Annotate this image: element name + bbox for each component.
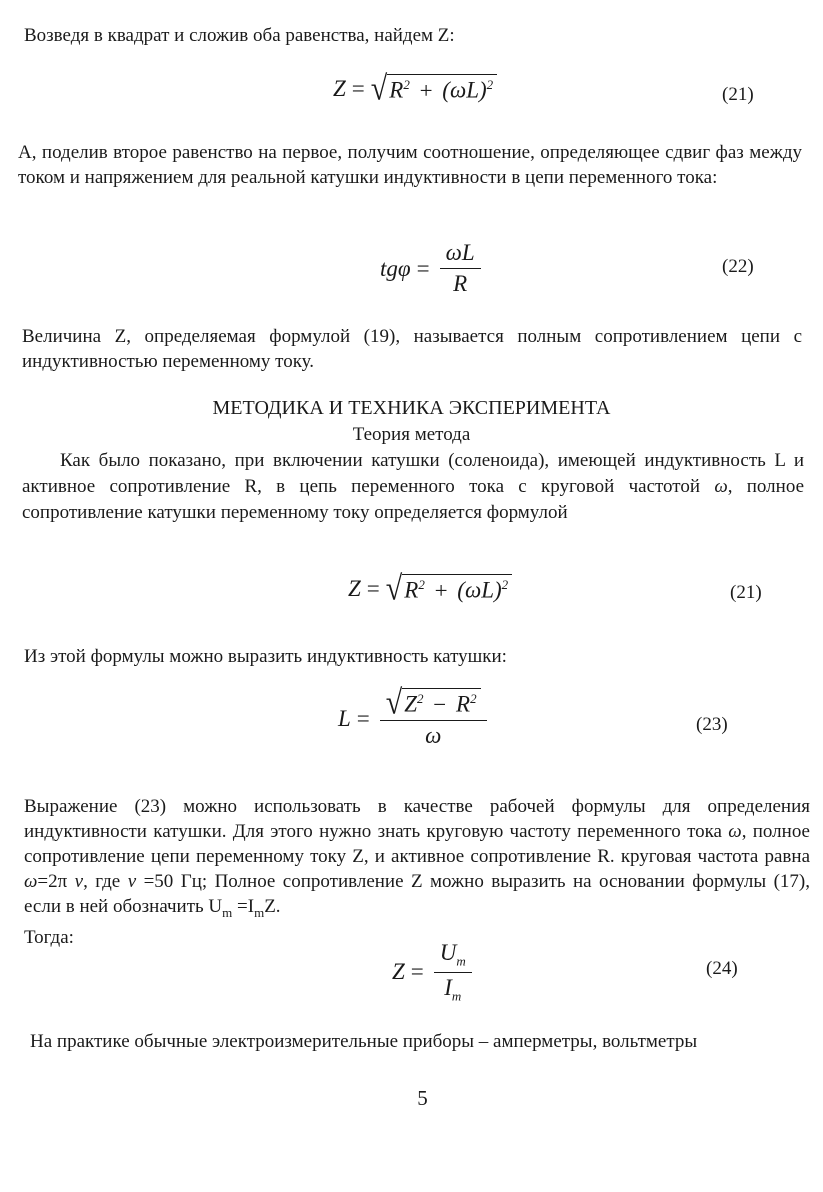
- paragraph-practice: [30, 1030, 800, 1055]
- formula-equals: =: [416, 255, 430, 281]
- sqrt-radicand: [402, 574, 512, 604]
- formula-minus: −: [433, 691, 447, 717]
- formula-symbol: U: [439, 940, 457, 965]
- subscript: m: [451, 988, 462, 1004]
- paragraph-text: Возведя в квадрат и сложив оба равенства, найдем Z:: [24, 25, 455, 46]
- text-run: =2π: [37, 871, 68, 892]
- formula-exponent: 2: [403, 77, 410, 92]
- formula-24-impedance-amplitudes: [392, 940, 476, 1004]
- nu-symbol: ν: [74, 871, 84, 892]
- text-run: Выражение (23) можно использовать в качестве рабочей формулы для определения индуктивности катушки. Для этого нужно знать круговую частоту переменного тока: [24, 796, 810, 842]
- subscript: m: [456, 953, 466, 969]
- formula-symbol: Z: [333, 76, 346, 101]
- paragraph-text: Тогда:: [24, 926, 74, 948]
- sqrt-radicand: [387, 74, 497, 104]
- paragraph-phase-shift: [18, 141, 802, 190]
- formula-symbol: (ωL): [457, 577, 502, 603]
- paragraph-text: [22, 448, 804, 526]
- text-run: , полное сопротивление катушки переменному току определяется формулой: [22, 476, 804, 523]
- page-number: 5: [417, 1086, 428, 1110]
- paragraph-text: Величина Z, определяемая формулой (19), называется полным сопротивлением цепи с индуктивностью переменному току.: [22, 326, 802, 372]
- paragraph-working-formula: [24, 794, 810, 950]
- text-run: , где: [83, 871, 121, 892]
- equation-number: (21): [730, 582, 762, 603]
- formula-plus: +: [419, 77, 433, 103]
- sqrt-expression: [370, 69, 497, 108]
- formula-symbol: Z: [404, 691, 418, 717]
- subscript: m: [222, 904, 233, 920]
- text-run: Как было показано, при включении катушки (соленоида), имеющей индуктивность L и активное сопротивление R, в цепь переменного тока с круговой частотой: [22, 450, 804, 497]
- text-run: =I: [232, 896, 255, 917]
- sqrt-expression: [385, 569, 512, 608]
- formula-exponent: 2: [470, 691, 477, 706]
- text-run: =50 Гц; Полное сопротивление Z можно выразить на основании формулы (17), если в ней обозначить U: [24, 871, 811, 917]
- fraction: [380, 683, 487, 749]
- paragraph-text: [24, 794, 810, 925]
- formula-plus: +: [434, 577, 448, 603]
- fraction-numerator: [380, 683, 487, 722]
- formula-exponent: 2: [486, 77, 494, 92]
- fraction-denominator: [444, 973, 461, 1005]
- formula-exponent: 2: [418, 577, 425, 592]
- formula-exponent: 2: [417, 691, 424, 706]
- subscript: m: [254, 904, 265, 920]
- formula-equals: =: [356, 705, 370, 731]
- formula-23-inductance: [338, 683, 491, 749]
- paragraph-intro: [24, 24, 804, 49]
- formula-equals: =: [351, 76, 365, 101]
- omega-symbol: ω: [728, 821, 742, 842]
- formula-symbol: tgφ: [380, 255, 411, 281]
- fraction-denominator: ω: [425, 723, 442, 748]
- sqrt-radicand: [402, 688, 480, 718]
- fraction: [434, 940, 472, 1004]
- section-heading: МЕТОДИКА И ТЕХНИКА ЭКСПЕРИМЕНТА: [212, 397, 611, 419]
- formula-symbol: L: [338, 705, 351, 731]
- nu-symbol: ν: [127, 871, 137, 892]
- formula-symbol: I: [444, 974, 452, 1000]
- formula-symbol: Z: [392, 959, 405, 985]
- formula-symbol: R: [404, 577, 419, 603]
- formula-21-impedance-repeat: [348, 569, 512, 608]
- formula-21-impedance: [333, 69, 497, 108]
- formula-symbol: R: [389, 77, 404, 103]
- equation-number: (23): [696, 714, 728, 735]
- paragraph-express-L: [24, 645, 804, 670]
- paragraph-text: А, поделив второе равенство на первое, получим соотношение, определяющее сдвиг фаз между током и напряжением для реальной катушки индуктивности в цепи переменного тока:: [18, 142, 802, 188]
- sqrt-expression: [385, 683, 481, 722]
- equation-number: (22): [722, 256, 754, 277]
- formula-symbol: Z: [348, 576, 361, 601]
- paragraph-impedance-def: [22, 325, 802, 374]
- formula-exponent: 2: [501, 577, 509, 592]
- paragraph-text: Из этой формулы можно выразить индуктивность катушки:: [24, 646, 507, 667]
- text-run: , полное сопротивление цепи переменному току Z, и активное сопротивление R. круговая частота равна: [24, 821, 810, 867]
- formula-equals: =: [366, 576, 380, 601]
- fraction-numerator: [434, 940, 472, 973]
- sqrt-sign: √: [385, 569, 403, 608]
- formula-symbol: (ωL): [442, 77, 487, 103]
- formula-symbol: R: [456, 691, 471, 717]
- fraction-denominator: R: [453, 271, 468, 296]
- fraction: [440, 240, 481, 297]
- paragraph-method: [22, 448, 804, 526]
- paragraph-text: На практике обычные электроизмерительные приборы – амперметры, вольтметры: [30, 1031, 698, 1052]
- equation-number: (21): [722, 84, 754, 105]
- section-subheading: Теория метода: [352, 424, 471, 445]
- omega-symbol: ω: [714, 476, 728, 497]
- formula-equals: =: [410, 959, 424, 985]
- sqrt-sign: √: [370, 69, 388, 108]
- text-run: Z.: [264, 896, 281, 917]
- equation-number: (24): [706, 958, 738, 979]
- fraction-numerator: ωL: [440, 240, 481, 269]
- formula-22-phase: [380, 240, 485, 297]
- sqrt-sign: √: [385, 683, 403, 722]
- omega-symbol: ω: [24, 871, 38, 892]
